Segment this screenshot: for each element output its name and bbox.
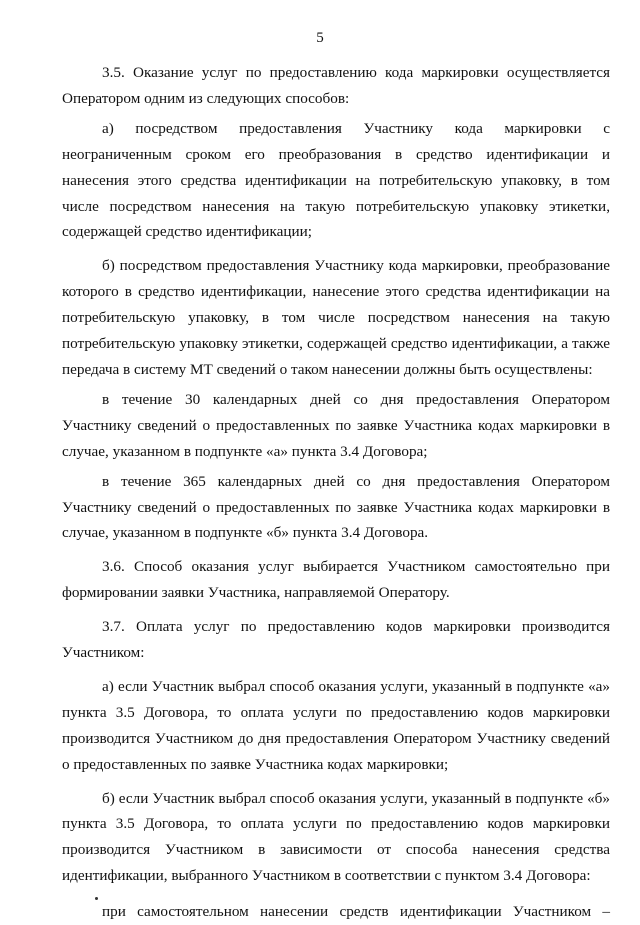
document-body <box>62 60 610 925</box>
paragraph-3-5-a: а) посредством предоставления Участнику кода маркировки с неограниченным сроком его преобразования в средство идентификации и нанесения этого средства идентификации на потребительскую упаковку, в том числе посредством нанесения на такую потребительскую упаковку этикетки, содержащей средство идентификации; <box>62 119 610 241</box>
paragraph-3-7-a: а) если Участник выбрал способ оказания услуги, указанный в подпункте «а» пункта 3.5 Договора, то оплата услуги по предоставлению кодов маркировки производится Участником до дня предоставления Оператором Участнику сведений о предоставленных по заявке Участника кодах маркировки; <box>62 677 610 773</box>
scan-speck <box>95 897 98 900</box>
paragraph-3-6: 3.6. Способ оказания услуг выбирается Участником самостоятельно при формировании заявки Участника, направляемой Оператору. <box>62 558 610 602</box>
paragraph-term-365-days: в течение 365 календарных дней со дня предоставления Оператором Участнику сведений о предоставленных по заявке Участника кодах маркировки в случае, указанном в подпункте «б» пункта 3.4 Договора. <box>62 472 610 542</box>
paragraph-3-5: 3.5. Оказание услуг по предоставлению кода маркировки осуществляется Оператором одним из следующих способов: <box>62 64 610 107</box>
paragraph-3-7: 3.7. Оплата услуг по предоставлению кодов маркировки производится Участником: <box>62 618 610 662</box>
page-number: 5 <box>316 30 324 46</box>
paragraph-3-7-b: б) если Участник выбрал способ оказания услуги, указанный в подпункте «б» пункта 3.5 Договора, то оплата услуги по предоставлению кодов маркировки производится Участником в зависимости от способа нанесения средства идентификации, выбранного Участником в соответствии с пунктом 3.4 Договора: <box>62 789 610 885</box>
paragraph-self-application: при самостоятельном нанесении средств идентификации Участником – <box>102 903 610 921</box>
paragraph-3-5-b: б) посредством предоставления Участнику кода маркировки, преобразование которого в средство идентификации, нанесение этого средства идентификации на потребительскую упаковку, в том числе посредством нанесения на такую потребительскую упаковку этикетки, содержащей средство идентификации, а также передача в систему МТ сведений о таком нанесении должны быть осуществлены: <box>62 257 610 378</box>
paragraph-term-30-days: в течение 30 календарных дней со дня предоставления Оператором Участнику сведений о предоставленных по заявке Участника кодах маркировки в случае, указанном в подпункте «а» пункта 3.4 Договора; <box>62 390 610 460</box>
